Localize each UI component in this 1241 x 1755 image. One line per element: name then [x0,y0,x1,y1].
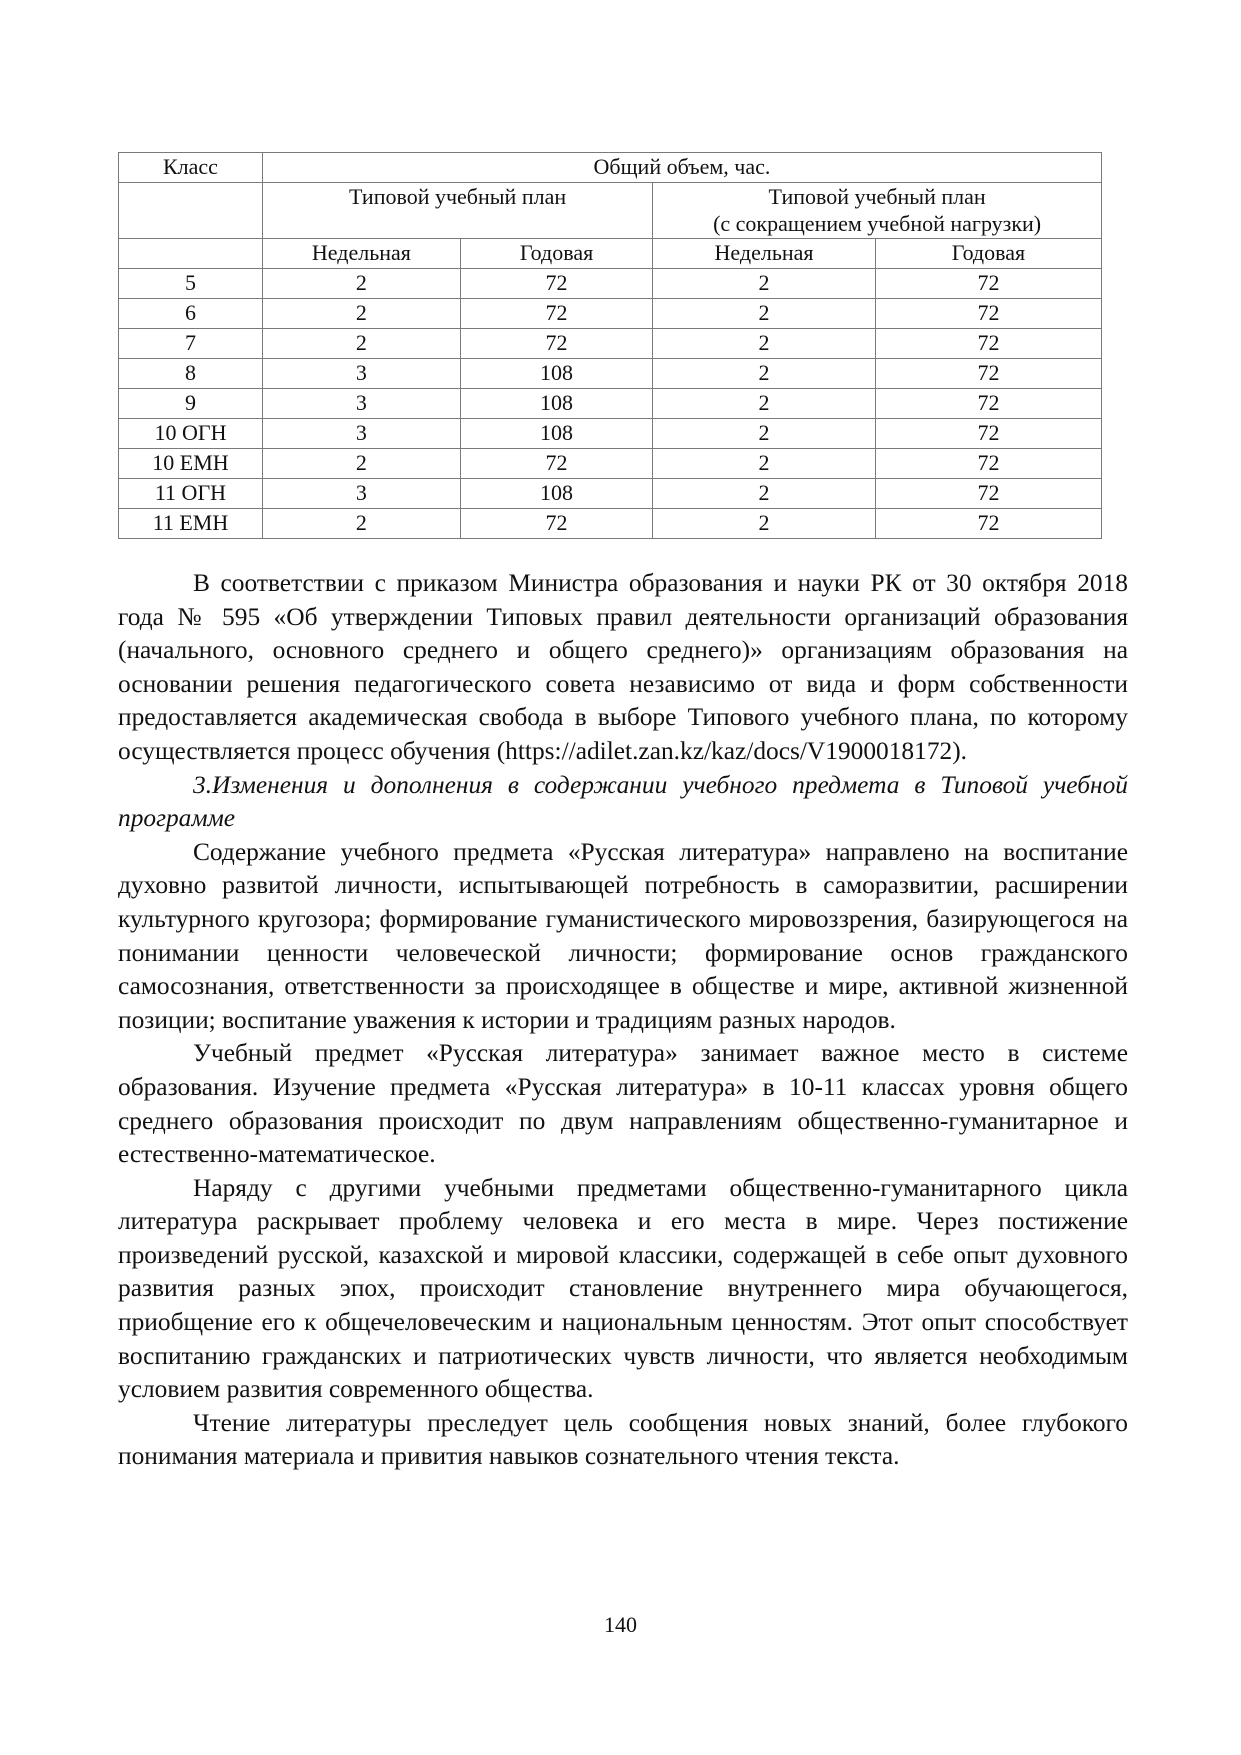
hours-table [118,152,1102,539]
cell-class: 5 [119,269,263,299]
cell-std-week: 2 [262,449,460,479]
cell-class: 6 [119,299,263,329]
cell-red-year: 72 [875,479,1101,509]
paragraph-subject-role: Учебный предмет «Русская литература» занимает важное место в системе образования. Изучение предмета «Русская литература» в 10-11 классах уровня общего среднего образования происходит по двум направлениям общественно-гуманитарное и естественно-математическое. [118,1039,1128,1169]
cell-std-week: 3 [262,359,460,389]
body-text [118,567,1128,1474]
cell-class: 10 ЕМН [119,449,263,479]
cell-std-week: 2 [262,269,460,299]
cell-red-year: 72 [875,269,1101,299]
cell-std-week: 3 [262,419,460,449]
paragraph-reading-goal: Чтение литературы преследует цель сообщения новых знаний, более глубокого понимания материала и привития навыков сознательного чтения текста. [118,1408,1128,1471]
cell-red-year: 72 [875,389,1101,419]
table-row [119,389,1102,419]
paragraph-subject-content: Содержание учебного предмета «Русская литература» направлено на воспитание духовно развитой личности, испытывающей потребность в саморазвитии, расширении культурного кругозора; формирование гуманистического мировоззрения, базирующегося на понимании ценности человеческой личности; формирование основ гражданского самосознания, ответственности за происходящее в обществе и мире, активной жизненной позиции; воспитание уважения к истории и традициям разных народов. [118,837,1128,1034]
header-empty-cell [119,183,263,239]
table-row [119,329,1102,359]
header-total-hours: Общий объем, час. [262,153,1101,183]
cell-std-year: 72 [460,299,652,329]
cell-std-year: 108 [460,389,652,419]
cell-red-year: 72 [875,359,1101,389]
header-reduced-plan-line1: Типовой учебный план [768,184,986,209]
paragraph-humanitarian-cycle: Наряду с другими учебными предметами общественно-гуманитарного цикла литература раскрывает проблему человека и его места в мире. Через постижение произведений русской, казахской и мировой классики, содержащей в себе опыт духовного развития разных эпох, происходит становление внутреннего мира обучающегося, приобщение его к общечеловеческим и национальным ценностям. Этот опыт способствует воспитанию гражданских и патриотических чувств личности, что является необходимым условием развития современного общества. [118,1173,1128,1404]
cell-red-week: 2 [653,509,876,539]
cell-std-year: 108 [460,359,652,389]
cell-red-week: 2 [653,449,876,479]
cell-red-week: 2 [653,389,876,419]
cell-std-year: 108 [460,419,652,449]
header-weekly: Недельная [262,239,460,269]
cell-red-week: 2 [653,299,876,329]
cell-red-year: 72 [875,449,1101,479]
table-row [119,359,1102,389]
cell-red-year: 72 [875,509,1101,539]
cell-red-year: 72 [875,329,1101,359]
hours-table-body [119,153,1102,539]
cell-class: 8 [119,359,263,389]
header-standard-plan: Типовой учебный план [262,183,652,239]
cell-std-year: 108 [460,479,652,509]
table-row [119,299,1102,329]
header-class: Класс [119,153,263,183]
cell-std-week: 3 [262,389,460,419]
header-row-3 [119,239,1102,269]
cell-std-week: 2 [262,299,460,329]
header-row-2 [119,183,1102,239]
cell-red-year: 72 [875,299,1101,329]
header-reduced-plan-line2: (с сокращением учебной нагрузки) [713,211,1042,236]
cell-red-week: 2 [653,359,876,389]
table-row [119,269,1102,299]
header-empty-cell [119,239,263,269]
cell-class: 7 [119,329,263,359]
cell-class: 9 [119,389,263,419]
cell-red-week: 2 [653,479,876,509]
cell-std-week: 2 [262,329,460,359]
cell-std-year: 72 [460,449,652,479]
cell-red-year: 72 [875,419,1101,449]
table-row [119,449,1102,479]
header-yearly: Годовая [460,239,652,269]
header-yearly-reduced: Годовая [875,239,1101,269]
cell-red-week: 2 [653,329,876,359]
cell-class: 11 ЕМН [119,509,263,539]
cell-std-week: 3 [262,479,460,509]
table-row [119,509,1102,539]
header-weekly-reduced: Недельная [653,239,876,269]
header-row-1 [119,153,1102,183]
cell-class: 10 ОГН [119,419,263,449]
section-heading: 3.Изменения и дополнения в содержании учебного предмета в Типовой учебной программе [118,770,1128,833]
document-page [118,152,1128,1474]
cell-red-week: 2 [653,269,876,299]
cell-std-week: 2 [262,509,460,539]
table-row [119,479,1102,509]
header-reduced-plan [653,183,1102,239]
cell-red-week: 2 [653,419,876,449]
table-row [119,419,1102,449]
page-number: 140 [604,1612,637,1637]
cell-std-year: 72 [460,329,652,359]
cell-std-year: 72 [460,509,652,539]
cell-class: 11 ОГН [119,479,263,509]
paragraph-order-reference: В соответствии с приказом Министра образования и науки РК от 30 октября 2018 года № 595 «Об утверждении Типовых правил деятельности организаций образования (начального, основного среднего и общего среднего)» организациям образования на основании решения педагогического совета независимо от вида и форм собственности предоставляется академическая свобода в выборе Типового учебного плана, по которому осуществляется процесс обучения (https://adilet.zan.kz/kaz/docs/V1900018172). [118,569,1128,765]
cell-std-year: 72 [460,269,652,299]
